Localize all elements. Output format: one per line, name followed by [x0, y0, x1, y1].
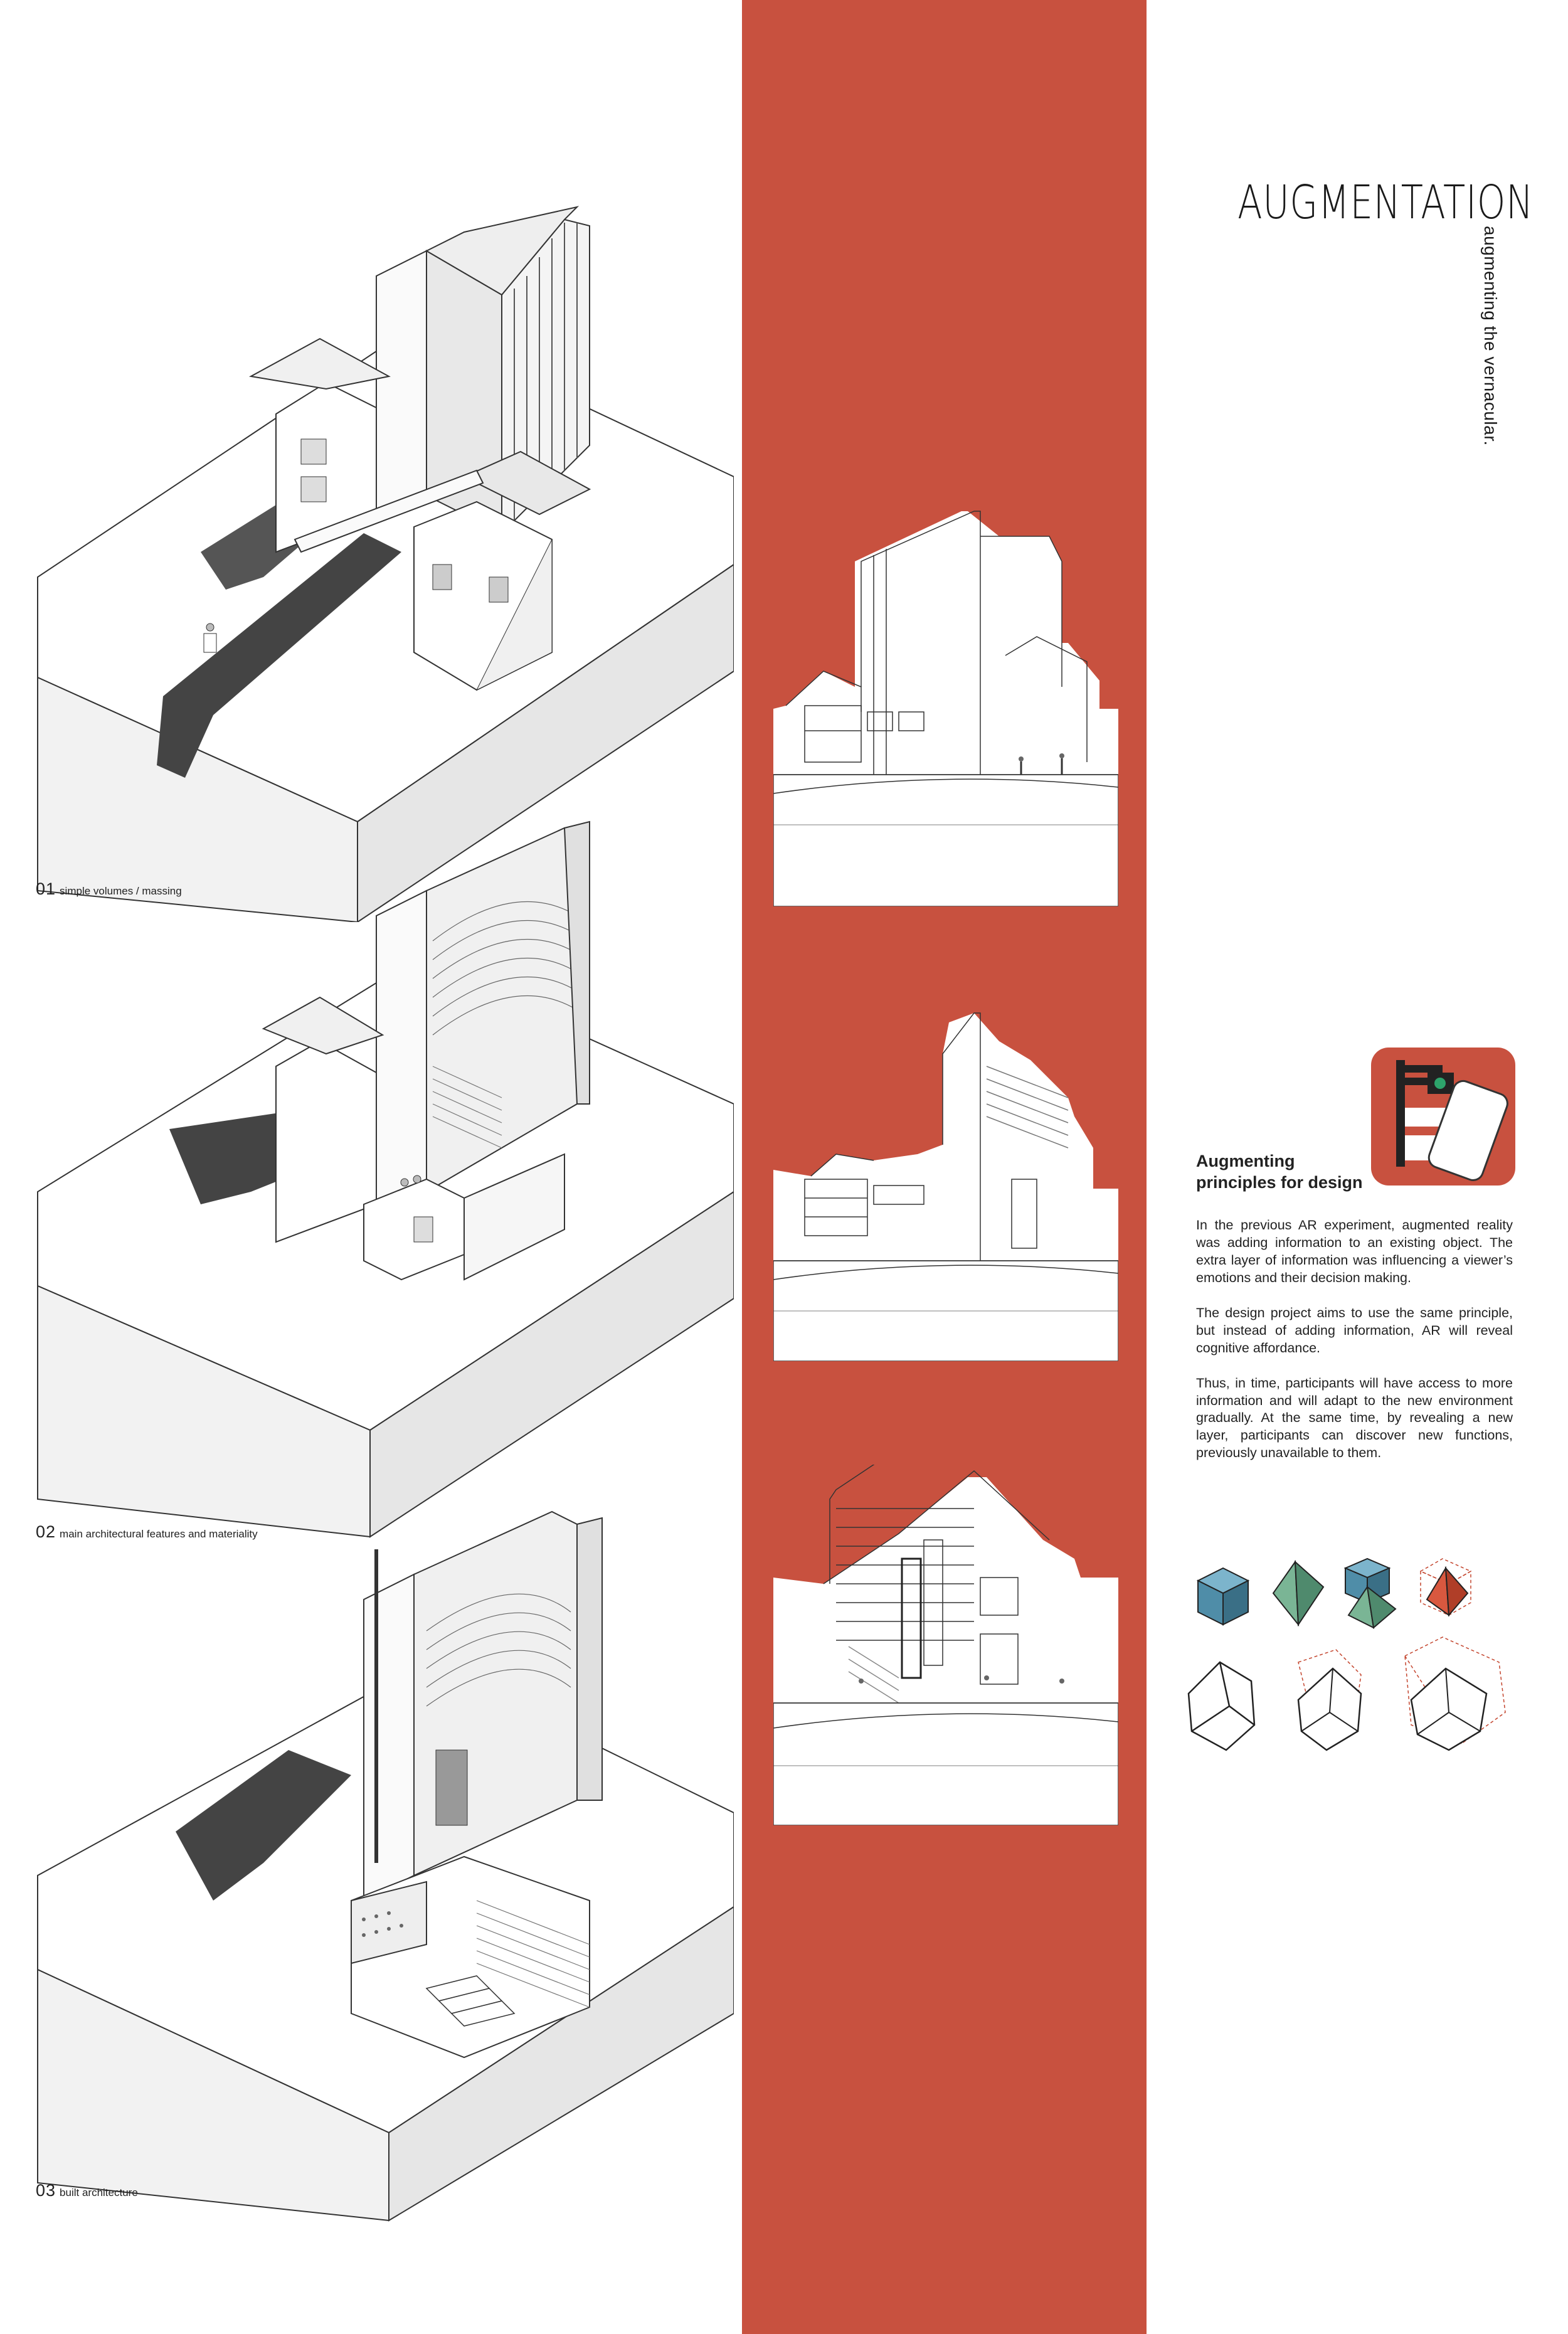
page-subtitle: augmenting the vernacular. [1481, 226, 1500, 446]
section-drawing-massing [773, 499, 1118, 906]
stage-label: simple volumes / massing [60, 885, 182, 897]
page-title: AUGMENTATION [1237, 176, 1534, 230]
principles-heading [1196, 1151, 1403, 1194]
stage-caption-03 [36, 2181, 138, 2200]
paragraph: Thus, in time, participants will have access to more information and will adapt to the new environment gradually. At the same time, by revealing a new layer, participants can discover new functions, previously unavailable to them. [1196, 1375, 1513, 1461]
section-drawing-features [773, 991, 1118, 1361]
wireframe-cube-icon [1421, 1559, 1471, 1615]
stage-label: built architecture [60, 2187, 138, 2199]
axonometric-built [25, 1424, 734, 2227]
principles-heading-line1: Augmenting [1196, 1152, 1295, 1170]
shape-principles-diagram [1179, 1556, 1530, 1781]
principles-heading-line2: principles for design [1196, 1172, 1363, 1192]
stage-number: 02 [36, 1522, 56, 1541]
stage-number: 01 [36, 879, 56, 898]
principles-body [1196, 1217, 1513, 1480]
cube-pyramid-icon [1345, 1559, 1396, 1628]
section-drawing-built [773, 1465, 1118, 1825]
stage-label: main architectural features and materiality [60, 1528, 258, 1540]
stage-number: 03 [36, 2181, 56, 2200]
pyramid-icon [1273, 1562, 1323, 1625]
paragraph: The design project aims to use the same principle, but instead of adding information, AR will reveal cognitive affordance. [1196, 1305, 1513, 1355]
paragraph: In the previous AR experiment, augmented reality was adding information to an existing object. The extra layer of information was influencing a viewer’s emotions and their decision making. [1196, 1217, 1513, 1285]
cube-icon [1198, 1568, 1248, 1625]
